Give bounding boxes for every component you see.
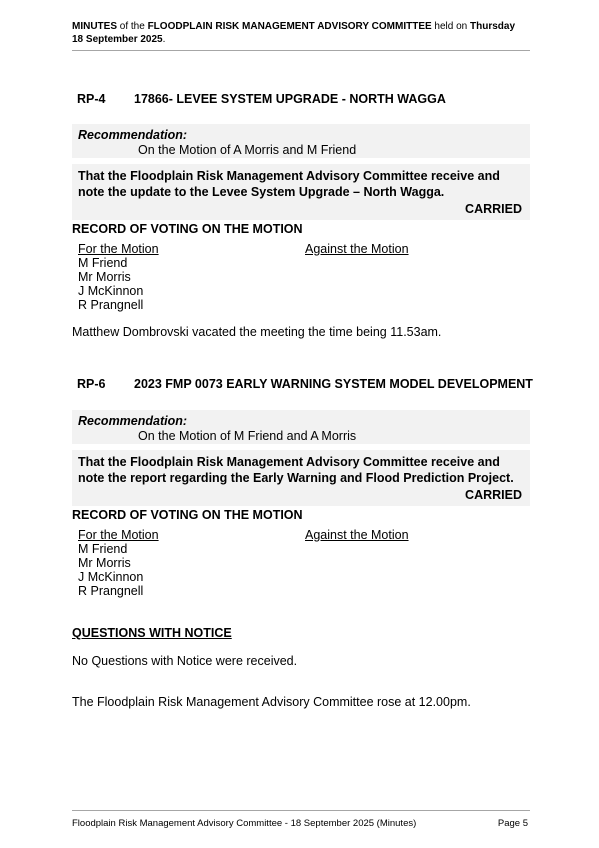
against-motion-heading: Against the Motion (305, 242, 409, 256)
questions-text: No Questions with Notice were received. (72, 654, 298, 668)
motion-text: On the Motion of A Morris and M Friend (138, 143, 357, 157)
item-title: 17866- LEVEE SYSTEM UPGRADE - NORTH WAGGA (134, 92, 446, 106)
footer-title: Floodplain Risk Management Advisory Committee - 18 September 2025 (Minutes) (72, 818, 417, 829)
closing-statement: The Floodplain Risk Management Advisory Committee rose at 12.00pm. (72, 695, 471, 709)
item-heading (77, 377, 533, 391)
page-number: Page 5 (497, 818, 528, 829)
recommendation-box (72, 410, 530, 444)
header-committee: FLOODPLAIN RISK MANAGEMENT ADVISORY COMMITTEE (147, 21, 432, 32)
resolution-box (72, 164, 530, 220)
item-number: RP-4 (77, 92, 106, 106)
recommendation-box (72, 124, 530, 158)
voter-name: J McKinnon (78, 570, 144, 584)
for-motion-heading: For the Motion (78, 242, 159, 256)
header-of: of the (117, 21, 148, 32)
page-header (72, 20, 532, 46)
item-title: 2023 FMP 0073 EARLY WARNING SYSTEM MODEL DEVELOPMENT (134, 377, 533, 391)
voter-name: J McKinnon (78, 284, 144, 298)
header-day: Thursday (470, 21, 516, 32)
item-heading (77, 92, 446, 106)
voter-name: Mr Morris (78, 556, 131, 570)
header-period: . (162, 34, 166, 45)
header-held-on: held on (431, 21, 471, 32)
footer-rule (72, 810, 530, 811)
for-motion-heading: For the Motion (78, 528, 159, 542)
voter-name: Mr Morris (78, 270, 131, 284)
voter-name: M Friend (78, 542, 128, 556)
header-rule (72, 50, 530, 51)
header-date: 18 September 2025 (72, 34, 163, 45)
questions-title: QUESTIONS WITH NOTICE (72, 626, 232, 640)
item-number: RP-6 (77, 377, 106, 391)
resolution-text: That the Floodplain Risk Management Advisory Committee receive and note the report regarding the Early Warning and Flood Prediction Project. (78, 455, 514, 485)
resolution-text: That the Floodplain Risk Management Advisory Committee receive and note the update to the Levee System Upgrade – North Wagga. (78, 169, 500, 199)
motion-text: On the Motion of M Friend and A Morris (138, 429, 357, 443)
recommendation-label: Recommendation: (78, 414, 188, 428)
for-motion-list (78, 256, 143, 312)
header-prefix: MINUTES (72, 21, 117, 32)
resolution-box (72, 450, 530, 506)
voter-name: R Prangnell (78, 298, 144, 312)
outcome-label: CARRIED (465, 202, 522, 216)
for-motion-list (78, 542, 143, 598)
voting-title: RECORD OF VOTING ON THE MOTION (72, 508, 303, 522)
outcome-label: CARRIED (465, 488, 522, 502)
recommendation-label: Recommendation: (78, 128, 188, 142)
voter-name: M Friend (78, 256, 128, 270)
against-motion-heading: Against the Motion (305, 528, 409, 542)
vacated-note: Matthew Dombrovski vacated the meeting the time being 11.53am. (72, 325, 442, 339)
voter-name: R Prangnell (78, 584, 144, 598)
voting-title: RECORD OF VOTING ON THE MOTION (72, 222, 303, 236)
